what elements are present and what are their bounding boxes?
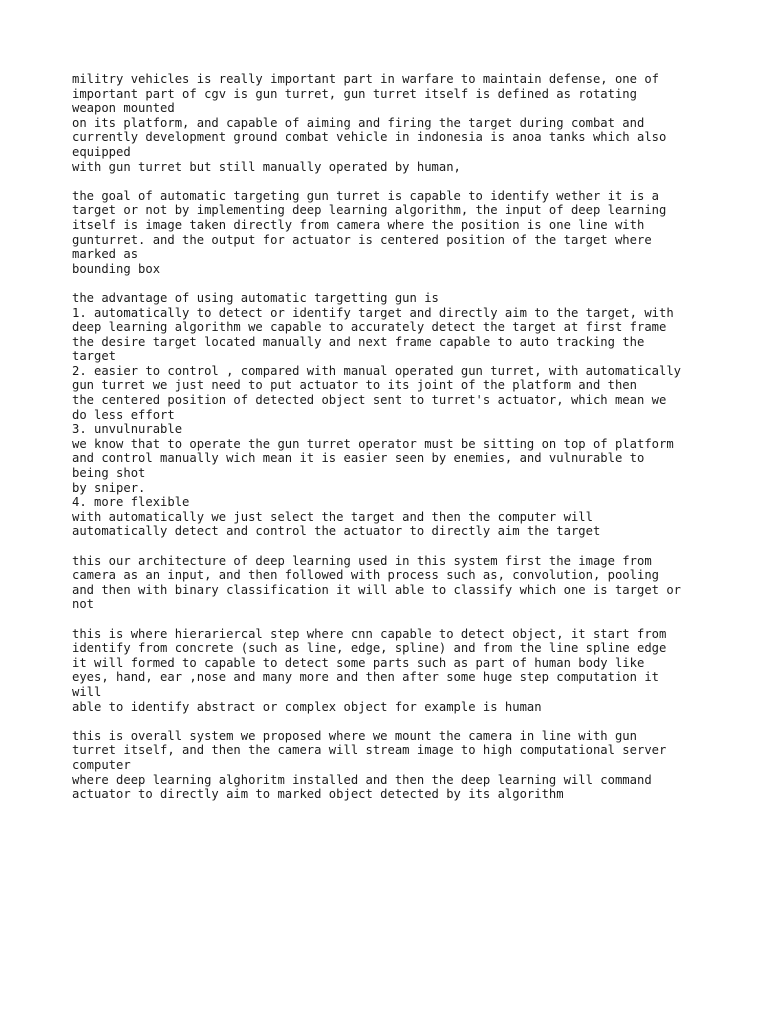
paragraph [72,554,712,612]
text-line: camera as an input, and then followed with process such as, convolution, pooling [72,568,659,583]
paragraph [72,729,712,802]
text-line: bounding box [72,261,161,276]
text-line: gun turret we just need to put actuator to its joint of the platform and then [72,378,637,393]
paragraph [72,72,712,174]
text-line: this is overall system we proposed where we mount the camera in line with gun [72,728,637,743]
text-line: target or not by implementing deep learning algorithm, the input of deep learning [72,203,667,218]
text-line: marked as [72,247,139,262]
text-line: by sniper. [72,480,146,495]
text-line: and then with binary classification it will able to classify which one is target or [72,582,682,597]
text-line: 1. automatically to detect or identify target and directly aim to the target, with [72,305,674,320]
text-line: with gun turret but still manually operated by human, [72,159,461,174]
text-line: able to identify abstract or complex object for example is human [72,699,542,714]
text-line: the advantage of using automatic targetting gun is [72,290,439,305]
text-line: computer [72,757,131,772]
text-line: on its platform, and capable of aiming and firing the target during combat and [72,115,645,130]
text-line: itself is image taken directly from camera where the position is one line with [72,217,645,232]
text-line: identify from concrete (such as line, edge, spline) and from the line spline edge [72,641,667,656]
text-line: weapon mounted [72,101,175,116]
document-page [72,72,712,816]
text-line: 4. more flexible [72,495,190,510]
text-line: militry vehicles is really important part in warfare to maintain defense, one of [72,72,659,86]
paragraph [72,627,712,715]
text-line: equipped [72,144,131,159]
text-line: it will formed to capable to detect some parts such as part of human body like [72,655,645,670]
text-line: eyes, hand, ear ,nose and many more and then after some huge step computation it [72,670,659,685]
text-line: being shot [72,466,146,481]
text-line: actuator to directly aim to marked object detected by its algorithm [72,787,564,802]
text-line: 3. unvulnurable [72,422,183,437]
text-line: the desire target located manually and next frame capable to auto tracking the [72,334,645,349]
text-line: not [72,597,95,612]
text-line: currently development ground combat vehicle in indonesia is anoa tanks which also [72,130,667,145]
text-line: 2. easier to control , compared with manual operated gun turret, with automatically [72,363,682,378]
text-line: automatically detect and control the actuator to directly aim the target [72,524,601,539]
paragraph [72,189,712,277]
text-line: with automatically we just select the target and then the computer will [72,509,593,524]
text-line: turret itself, and then the camera will stream image to high computational server [72,743,667,758]
text-line: deep learning algorithm we capable to accurately detect the target at first frame [72,320,667,335]
text-line: do less effort [72,407,175,422]
text-line: gunturret. and the output for actuator is centered position of the target where [72,232,652,247]
paragraph [72,291,712,539]
text-line: where deep learning alghoritm installed and then the deep learning will command [72,772,652,787]
text-line: we know that to operate the gun turret operator must be sitting on top of platform [72,436,674,451]
text-line: target [72,349,117,364]
text-line: this our architecture of deep learning used in this system first the image from [72,553,652,568]
text-line: will [72,684,102,699]
text-line: important part of cgv is gun turret, gun turret itself is defined as rotating [72,86,637,101]
text-line: and control manually wich mean it is easier seen by enemies, and vulnurable to [72,451,645,466]
text-line: the goal of automatic targeting gun turret is capable to identify wether it is a [72,188,659,203]
text-line: the centered position of detected object sent to turret's actuator, which mean we [72,393,667,408]
text-line: this is where hierariercal step where cnn capable to detect object, it start from [72,626,667,641]
